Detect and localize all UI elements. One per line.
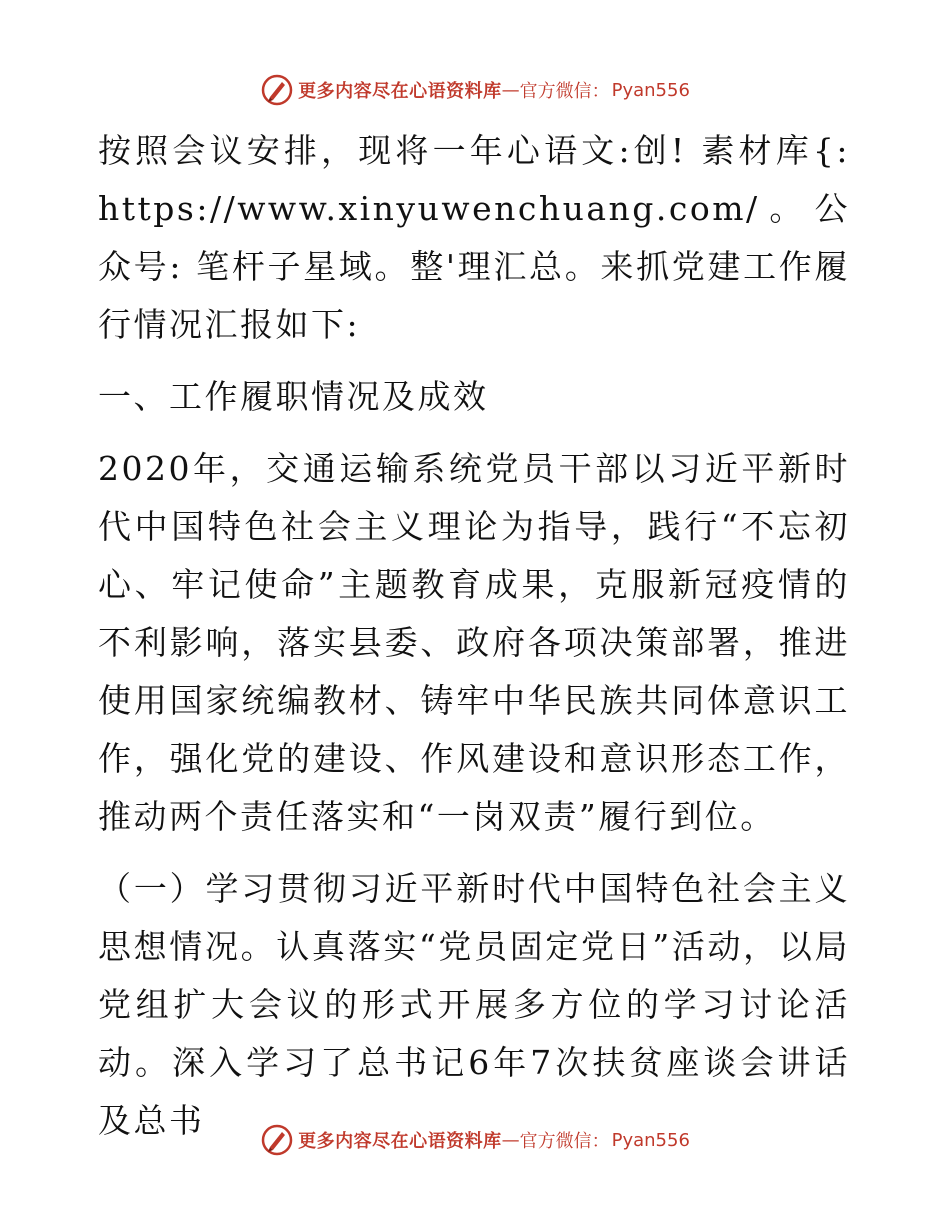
- section-heading-1: 一、工作履职情况及成效: [98, 377, 489, 416]
- banner-wechat-id: Pyan556: [611, 1129, 690, 1151]
- banner-wechat-label: 官方微信：: [519, 81, 610, 102]
- document-body: [98, 122, 850, 1150]
- pen-logo-icon: [260, 73, 294, 107]
- banner-dash: —: [501, 79, 520, 101]
- banner-title: 更多内容尽在心语资料库: [298, 81, 502, 102]
- banner-wechat-id: Pyan556: [611, 79, 690, 101]
- banner-title: 更多内容尽在心语资料库: [298, 1131, 502, 1152]
- paragraph-intro: 按照会议安排，现将一年心语文:创! 素材库{: https://www.xinyuwenchuang.com/。公众号: 笔杆子星域。整'理汇总。来抓党建工作履行情况汇报如下:: [98, 131, 850, 344]
- paragraph-subsection-1: （一）学习贯彻习近平新时代中国特色社会主义思想情况。认真落实“党员固定党日”活动，以局党组扩大会议的形式开展多方位的学习讨论活动。深入学习了总书记6年7次扶贫座谈会讲话及总书: [98, 869, 850, 1140]
- header-banner: [0, 70, 950, 110]
- banner-wechat-label: 官方微信：: [519, 1131, 610, 1152]
- footer-banner: [0, 1120, 950, 1160]
- banner-dash: —: [501, 1129, 520, 1151]
- paragraph-summary: 2020年，交通运输系统党员干部以习近平新时代中国特色社会主义理论为指导，践行“不忘初心、牢记使命”主题教育成果，克服新冠疫情的不利影响，落实县委、政府各项决策部署，推进使用国家统编教材、铸牢中华民族共同体意识工作，强化党的建设、作风建设和意识形态工作，推动两个责任落实和“一岗双责”履行到位。: [98, 449, 850, 836]
- pen-logo-icon: [260, 1123, 294, 1157]
